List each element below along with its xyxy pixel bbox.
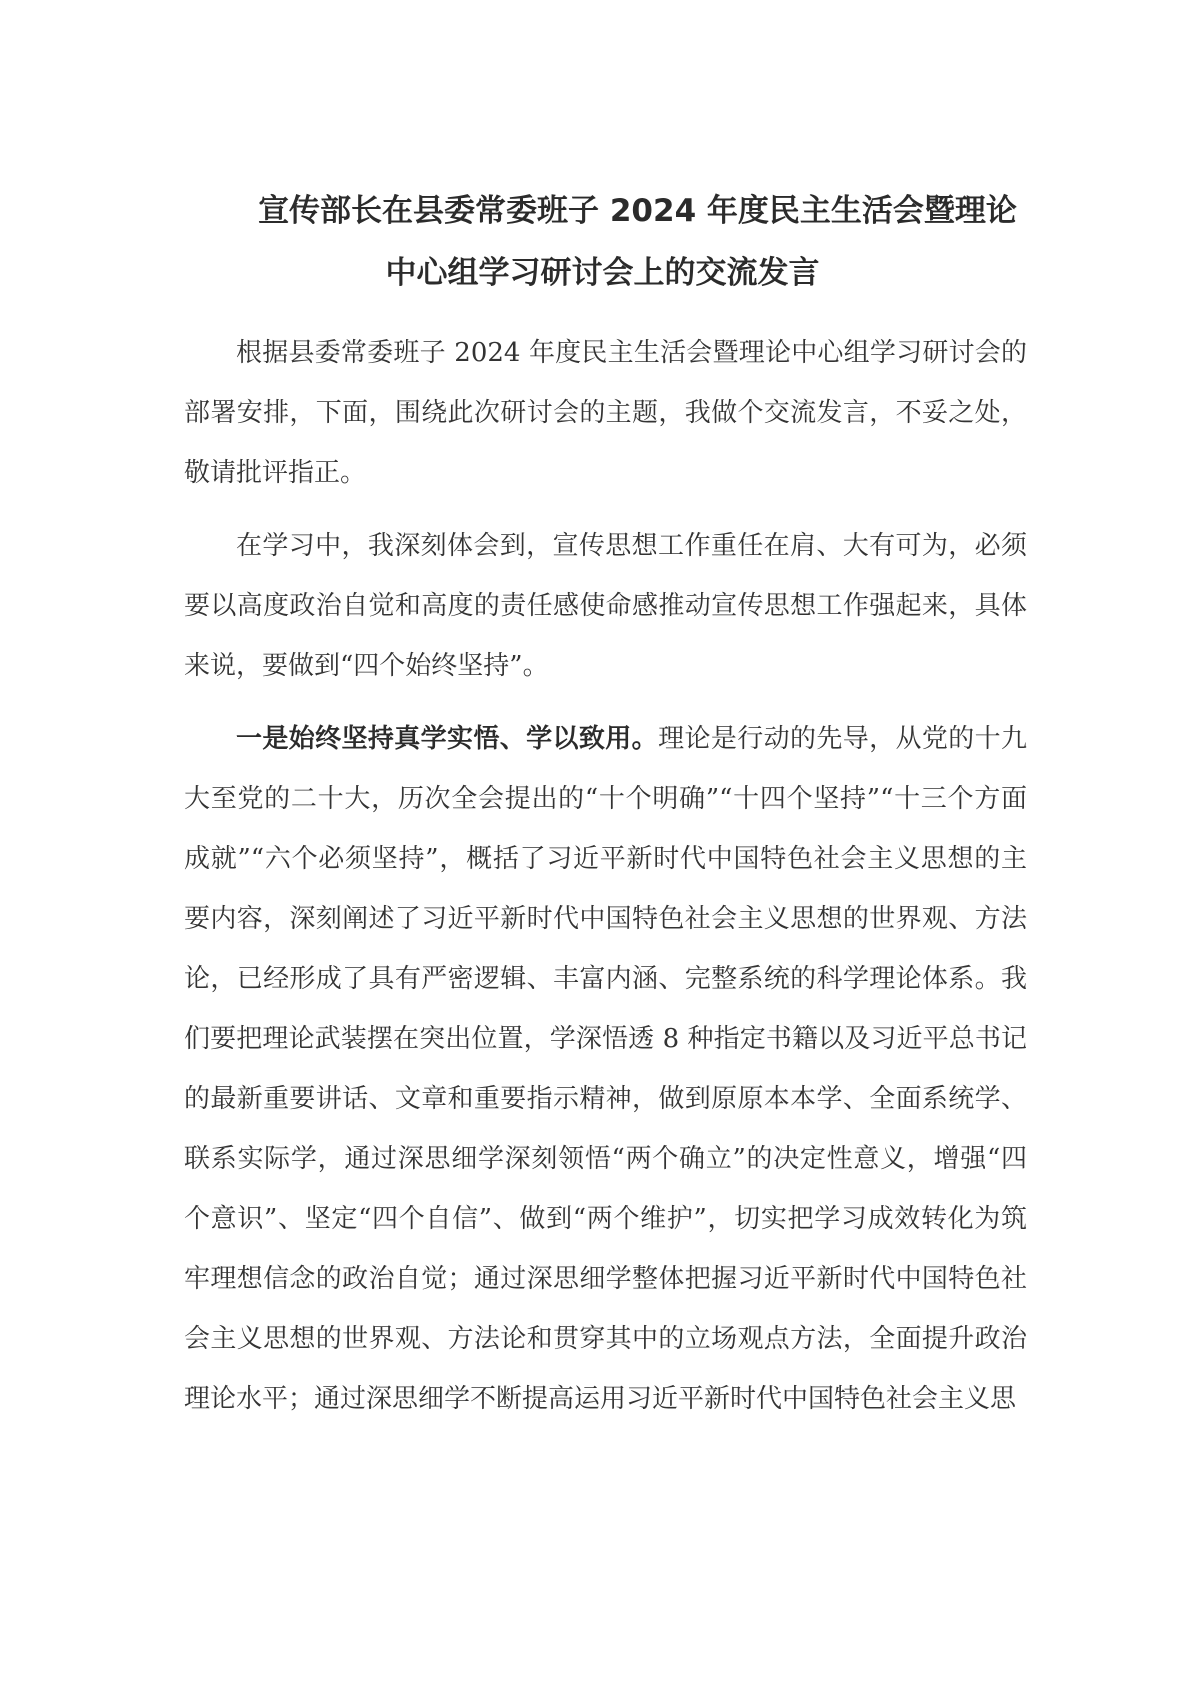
paragraph-text: 在学习中，我深刻体会到，宣传思想工作重任在肩、大有可为，必须要以高度政治自觉和高度的责任感使命感推动宣传思想工作强起来，具体来说，要做到“四个始终坚持”。 [184,531,1027,681]
paragraph-lead: 一是始终坚持真学实悟、学以致用。 [236,724,659,754]
paragraph-intro [184,323,1027,503]
document-body [184,323,1027,1442]
document-title-line-1: 宣传部长在县委常委班子 2024 年度民主生活会暨理论 [258,193,1017,229]
paragraph-text: 理论是行动的先导，从党的十九大至党的二十大，历次全会提出的“十个明确”“十四个坚持”“十三个方面成就”“六个必须坚持”，概括了习近平新时代中国特色社会主义思想的主要内容，深刻阐述了习近平新时代中国特色社会主义思想的世界观、方法论，已经形成了具有严密逻辑、丰富内涵、完整系统的科学理论体系。我们要把理论武装摆在突出位置，学深悟透 8 种指定书籍以及习近平总书记的最新重要讲话、文章和重要指示精神，做到原原本本学、全面系统学、联系实际学，通过深思细学深刻领悟“两个确立”的决定性意义，增强“四个意识”、坚定“四个自信”、做到“两个维护”，切实把学习成效转化为筑牢理想信念的政治自觉；通过深思细学整体把握习近平新时代中国特色社会主义思想的世界观、方法论和贯穿其中的立场观点方法，全面提升政治理论水平；通过深思细学不断提高运用习近平新时代中国特色社会主义思 [184,724,1027,1414]
paragraph-text: 根据县委常委班子 2024 年度民主生活会暨理论中心组学习研讨会的部署安排，下面，围绕此次研讨会的主题，我做个交流发言，不妥之处，敬请批评指正。 [184,338,1027,488]
document-title-line-2: 中心组学习研讨会上的交流发言 [385,255,820,291]
paragraph-point-one [184,709,1027,1429]
paragraph-insight [184,516,1027,696]
